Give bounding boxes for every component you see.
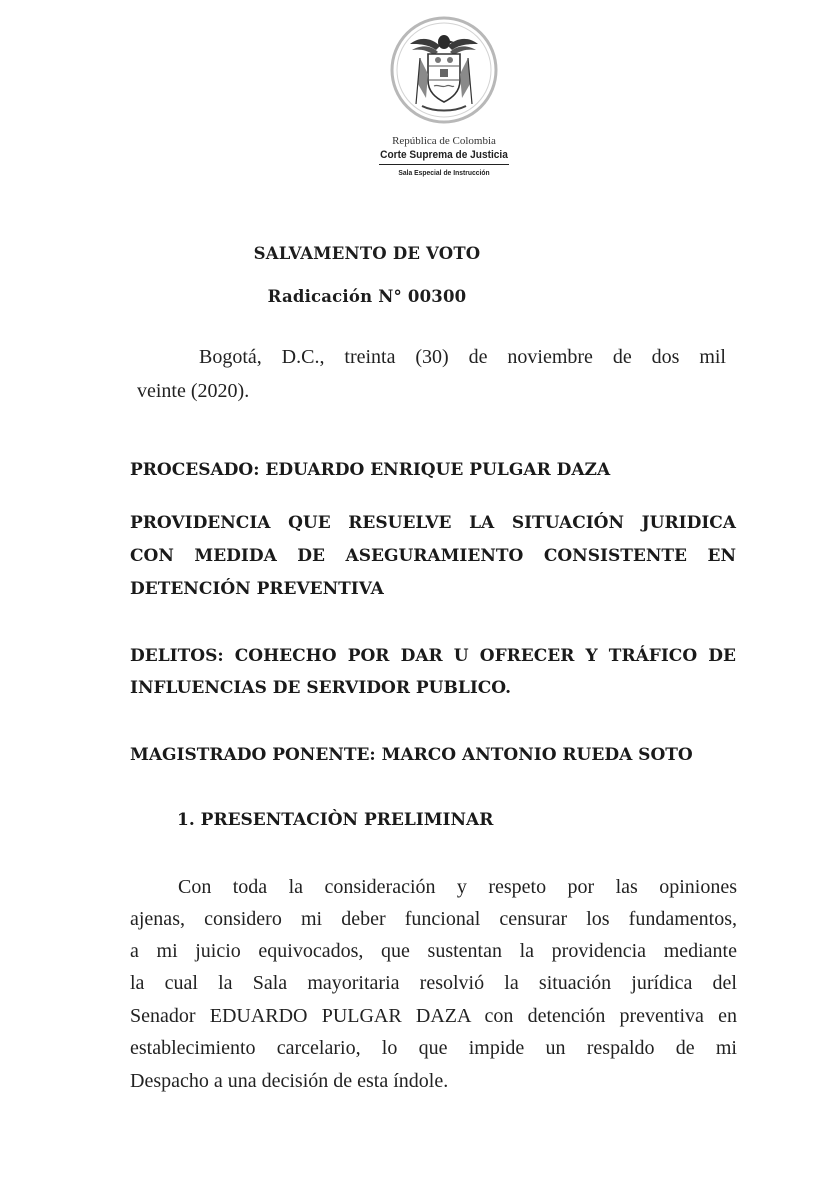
colombia-coat-of-arms-icon — [390, 14, 498, 126]
paragraph-line-7: Despacho a una decisión de esta índole. — [130, 1070, 449, 1092]
paragraph-line-4: la cual la Sala mayoritaria resolvió la situación jurídica del — [130, 972, 737, 994]
providencia-line-2: CON MEDIDA DE ASEGURAMIENTO CONSISTENTE EN — [130, 546, 736, 566]
paragraph-line-1: Con toda la consideración y respeto por las opiniones — [178, 876, 737, 898]
providencia-line-3: DETENCIÓN PREVENTIVA — [130, 579, 384, 599]
magistrado-ponente-line: MAGISTRADO PONENTE: MARCO ANTONIO RUEDA SOTO — [130, 745, 693, 765]
procesado-line: PROCESADO: EDUARDO ENRIQUE PULGAR DAZA — [130, 460, 611, 480]
country-label: República de Colombia — [392, 135, 496, 147]
institution-block — [360, 134, 528, 178]
delitos-line-2: INFLUENCIAS DE SERVIDOR PUBLICO. — [130, 678, 512, 698]
radicacion-number: Radicación N° 00300 — [267, 287, 467, 306]
court-label: Corte Suprema de Justicia — [380, 149, 508, 161]
providencia-line-1: PROVIDENCIA QUE RESUELVE LA SITUACIÓN JURIDICA — [130, 513, 736, 533]
date-line-1: Bogotá, D.C., treinta (30) de noviembre de dos mil — [199, 346, 726, 368]
delitos-line-1: DELITOS: COHECHO POR DAR U OFRECER Y TRÁFICO DE — [130, 646, 736, 666]
divider — [379, 164, 509, 165]
paragraph-line-3: a mi juicio equivocados, que sustentan la providencia mediante — [130, 940, 737, 962]
paragraph-line-6: establecimiento carcelario, lo que impide un respaldo de mi — [130, 1037, 737, 1059]
chamber-label: Sala Especial de Instrucción — [398, 168, 490, 177]
paragraph-line-2: ajenas, considero mi deber funcional censurar los fundamentos, — [130, 908, 737, 930]
section-heading: 1. PRESENTACIÒN PRELIMINAR — [177, 810, 494, 830]
paragraph-line-5: Senador EDUARDO PULGAR DAZA con detención preventiva en — [130, 1005, 737, 1027]
document-title: SALVAMENTO DE VOTO — [253, 244, 481, 263]
date-line-2: veinte (2020). — [137, 380, 250, 402]
